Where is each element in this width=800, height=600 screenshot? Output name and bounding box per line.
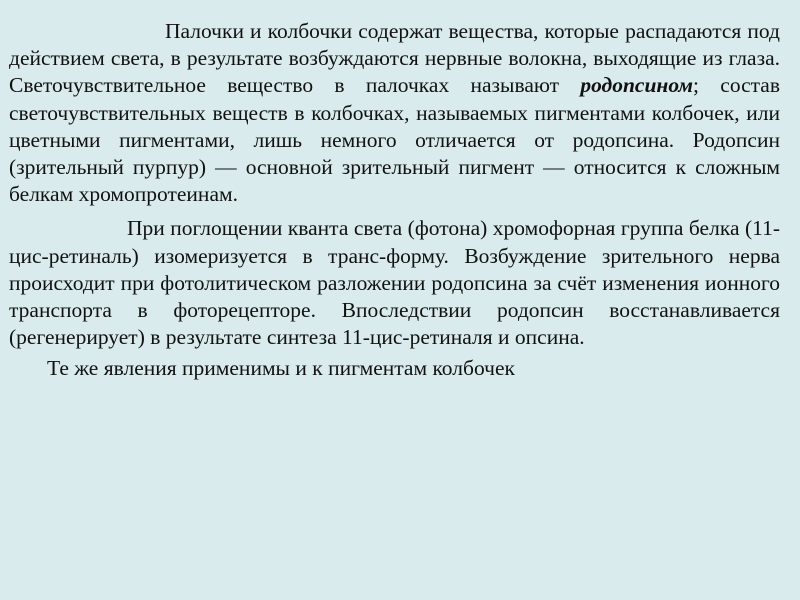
paragraph-1-text-before: Палочки и колбочки содержат вещества, которые распадаются под действием света, в результате возбуждаются нервные волокна, выходящие из глаза. Светочувствительное вещество в палочках называют: [9, 19, 780, 98]
paragraph-rods-cones: [9, 18, 780, 208]
paragraph-3-text: Те же явления применимы и к пигментам колбочек: [47, 356, 515, 381]
term-rhodopsin: родопсином: [580, 73, 694, 98]
paragraph-photon-absorption: [9, 215, 780, 351]
paragraph-cone-pigments: [9, 355, 780, 382]
paragraph-1-text-after: ; состав светочувствительных веществ в колбочках, называемых пигментами колбочек, или цветными пигментами, лишь немного отличается от родопсина. Родопсин (зрительный пурпур) — основной зрительный пигмент — относится к сложным белкам хромопротеинам.: [9, 73, 781, 207]
paragraph-2-text: При поглощении кванта света (фотона) хромофорная группа белка (11-цис-ретиналь) изомеризуется в транс-форму. Возбуждение зрительного нерва происходит при фотолитическом разложении родопсина за счёт изменения ионного транспорта в фоторецепторе. Впоследствии родопсин восстанавливается (регенерирует) в результате синтеза 11-цис-ретиналя и опсина.: [9, 216, 780, 350]
